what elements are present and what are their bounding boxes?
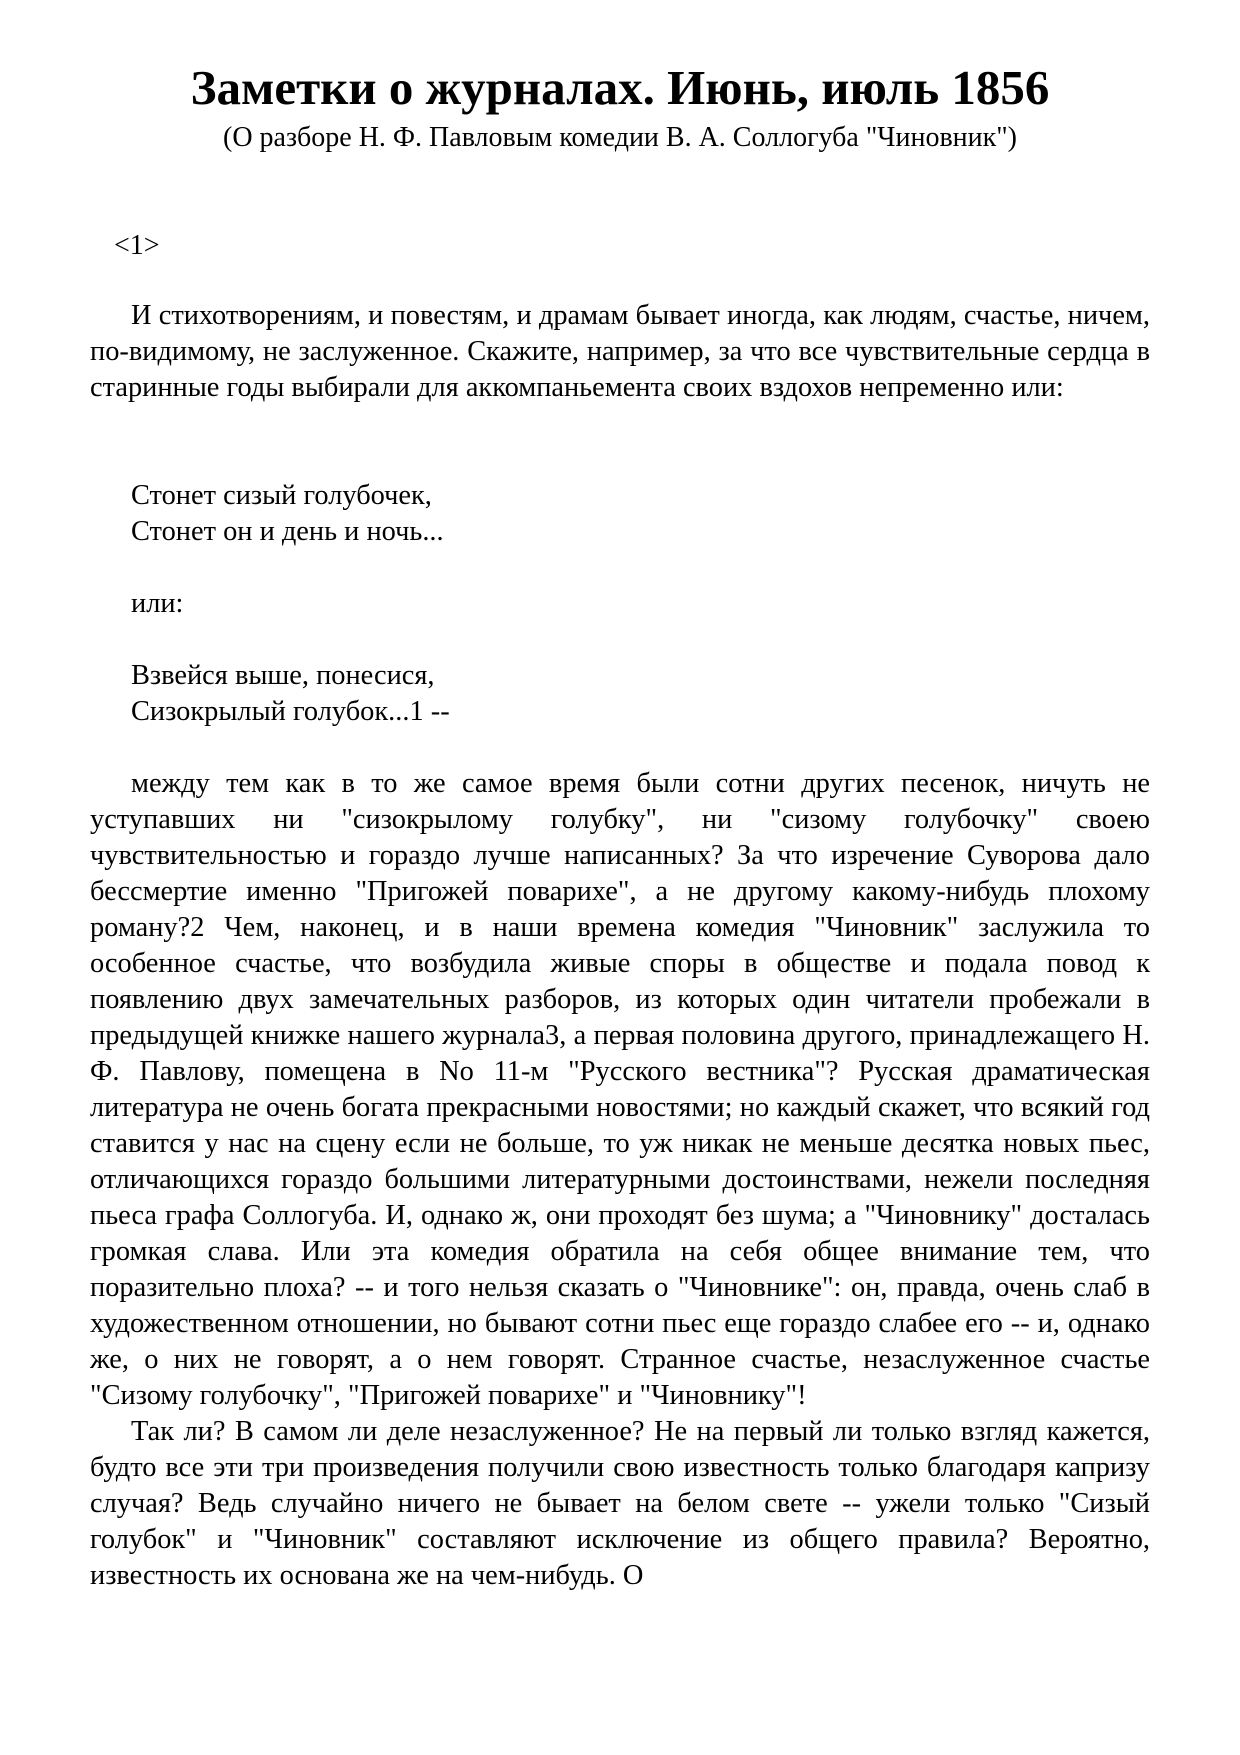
- paragraph-3: Так ли? В самом ли деле незаслуженное? Не на первый ли только взгляд кажется, будто все эти три произведения получили свою известность только благодаря капризу случая? Ведь случайно ничего не бывает на белом свете -- ужели только "Сизый голубок" и "Чиновник" составляют исключение из общего правила? Вероятно, известность их основана же на чем-нибудь. О: [90, 1416, 1150, 1591]
- section-marker: <1>: [114, 230, 160, 261]
- verse-1: [131, 478, 444, 550]
- paragraph-2-block: [90, 766, 1150, 1594]
- connector-block: [131, 586, 183, 622]
- verse-1-line-1: Стонет сизый голубочек,: [131, 480, 432, 511]
- page-title: Заметки о журналах. Июнь, июль 1856: [190, 60, 1050, 115]
- verse-2-line-1: Взвейся выше, понесися,: [131, 660, 435, 691]
- paragraph-1-block: [90, 298, 1150, 406]
- connector-text: или:: [131, 588, 184, 619]
- verse-2: [131, 658, 450, 730]
- verse-1-line-2: Стонет он и день и ночь...: [131, 516, 444, 547]
- paragraph-2: между тем как в то же самое время были сотни других песенок, ничуть не уступавших ни "сизокрылому голубку", ни "сизому голубочку" своею чувствительностью и гораздо лучше написанных? За что изречение Суворова дало бессмертие именно "Пригожей поварихе", а не другому какому-нибудь плохому роману?2 Чем, наконец, и в наши времена комедия "Чиновник" заслужила то особенное счастье, что возбудила живые споры в обществе и подала повод к появлению двух замечательных разборов, из которых один читатели пробежали в предыдущей книжке нашего журнала3, а первая половина другого, принадлежащего Н. Ф. Павлову, помещена в No 11-м "Русского вестника"? Русская драматическая литература не очень богата прекрасными новостями; но каждый скажет, что всякий год ставится у нас на сцену если не больше, то уж никак не меньше десятка новых пьес, отличающихся гораздо большими литературными достоинствами, нежели последняя пьеса графа Соллогуба. И, однако ж, они проходят без шума; а "Чиновнику" досталась громкая слава. Или эта комедия обратила на себя общее внимание тем, что поразительно плоха? -- и того нельзя сказать о "Чиновнике": он, правда, очень слаб в художественном отношении, но бывают сотни пьес еще гораздо слабее его -- и, однако же, о них не говорят, а о нем говорят. Странное счастье, незаслуженное счастье "Сизому голубочку", "Пригожей поварихе" и "Чиновнику"!: [90, 768, 1150, 1411]
- page-subtitle: (О разборе Н. Ф. Павловым комедии В. А. Соллогуба "Чиновник"): [223, 122, 1017, 153]
- verse-2-line-2: Сизокрылый голубок...1 --: [131, 696, 450, 727]
- paragraph-1: И стихотворениям, и повестям, и драмам бывает иногда, как людям, счастье, ничем, по-видимому, не заслуженное. Скажите, например, за что все чувствительные сердца в старинные годы выбирали для аккомпаньемента своих вздохов непременно или:: [90, 300, 1150, 403]
